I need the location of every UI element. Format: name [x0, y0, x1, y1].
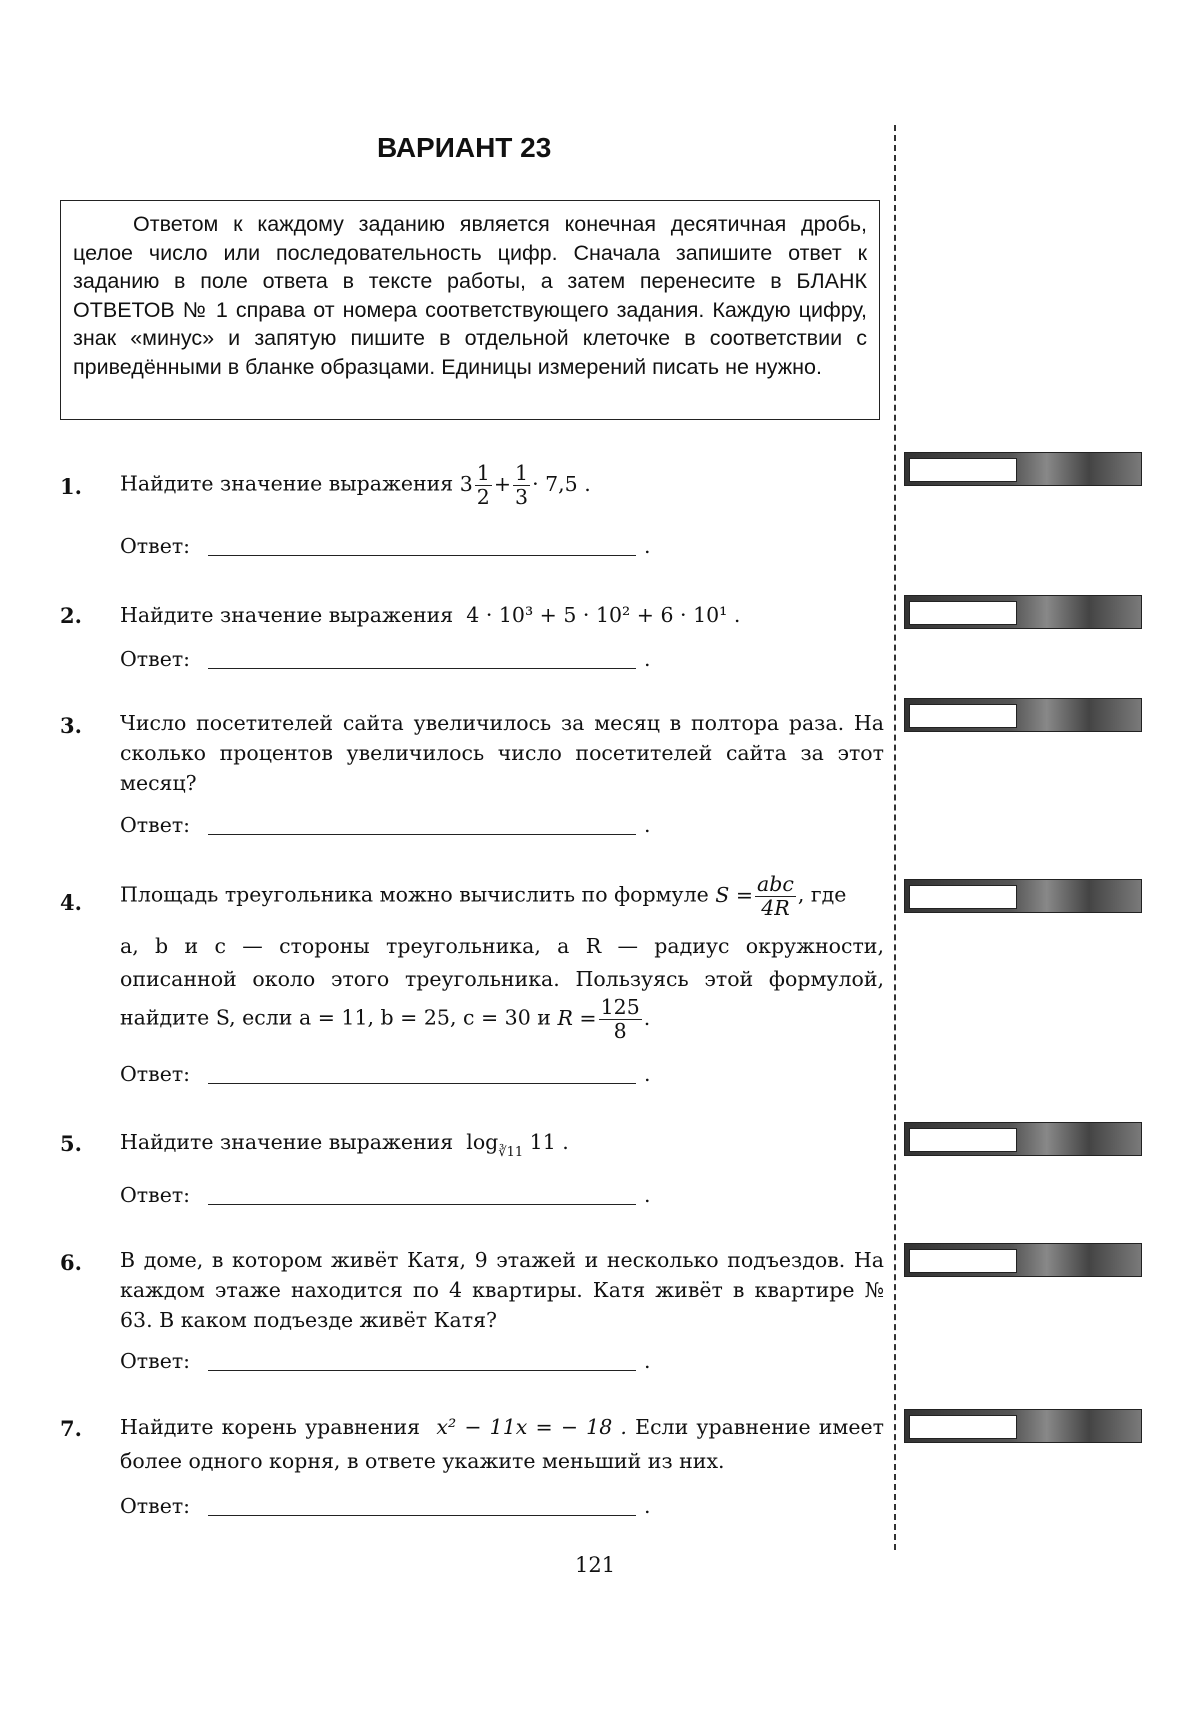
- answer-label: Ответ:: [120, 1183, 191, 1207]
- page-title: ВАРИАНТ 23: [377, 132, 552, 163]
- question-number: 4.: [60, 890, 82, 915]
- cut-line: [894, 125, 896, 1550]
- answer-label: Ответ:: [120, 534, 191, 558]
- question-number: 1.: [60, 474, 82, 499]
- answer-label: Ответ:: [120, 647, 191, 671]
- answer-box-5: [904, 1122, 1142, 1156]
- answer-field-6[interactable]: [208, 1348, 636, 1371]
- answer-label: Ответ:: [120, 813, 191, 837]
- question-4-text-cont: a, b и c — стороны треугольника, а R — радиус окружности, описанной около этого треугольника. Пользуясь этой формулой, найдите S, если a = 11, b = 25, c = 30 и R = $\frac{125}{8}$ .: [120, 934, 884, 1043]
- answer-box-1: [904, 452, 1142, 486]
- question-3-text: Число посетителей сайта увеличилось за месяц в полтора раза. На сколько процентов увеличилось число посетителей сайта за этот месяц?: [120, 711, 884, 795]
- answer-label: Ответ:: [120, 1494, 191, 1518]
- question-number: 6.: [60, 1250, 82, 1275]
- answer-field-1[interactable]: [208, 533, 636, 556]
- question-number: 5.: [60, 1131, 82, 1156]
- question-number: 2.: [60, 603, 82, 628]
- answer-box-3: [904, 698, 1142, 732]
- answer-label: Ответ:: [120, 1062, 191, 1086]
- answer-field-7[interactable]: [208, 1493, 636, 1516]
- instructions-box: Ответом к каждому заданию является конечная десятичная дробь, целое число или последовательность цифр. Сначала запишите ответ к заданию в поле ответа в тексте работы, а затем перенесите в БЛАНК ОТВЕТОВ № 1 справа от номера соответствующего задания. Каждую цифру, знак «минус» и запятую пишите в отдельной клеточке в соответствии с приведёнными в бланке образцами. Единицы измерений писать не нужно.: [60, 200, 880, 420]
- question-5-text: Найдите значение выражения $\log_{∛11} 11$ .: [120, 1130, 569, 1160]
- answer-field-3[interactable]: [208, 812, 636, 835]
- answer-box-2: [904, 595, 1142, 629]
- answer-field-2[interactable]: [208, 646, 636, 669]
- question-1-text: Найдите значение выражения 3 $\frac{1}{2}$ + $\frac{1}{3}$ · 7,5 .: [120, 461, 591, 509]
- question-number: 3.: [60, 713, 82, 738]
- question-4-text: Площадь треугольника можно вычислить по формуле S = $\frac{\text{abc}}{4R}$ , где: [120, 872, 847, 920]
- answer-label: Ответ:: [120, 1349, 191, 1373]
- answer-field-4[interactable]: [208, 1061, 636, 1084]
- question-number: 7.: [60, 1416, 82, 1441]
- page-number: 121: [575, 1553, 616, 1577]
- question-6-text: В доме, в котором живёт Катя, 9 этажей и несколько подъездов. На каждом этаже находится по 4 квартиры. Катя живёт в квартире № 63. В каком подъезде живёт Катя?: [120, 1248, 884, 1332]
- answer-field-5[interactable]: [208, 1182, 636, 1205]
- answer-box-7: [904, 1409, 1142, 1443]
- question-2-text: Найдите значение выражения 4 · 10³ + 5 · 10² + 6 · 10¹ .: [120, 603, 741, 627]
- answer-box-6: [904, 1243, 1142, 1277]
- mixed-fraction: 3 $\frac{1}{2}$ + $\frac{1}{3}$ · 7,5 .: [459, 461, 591, 509]
- answer-box-4: [904, 879, 1142, 913]
- question-7-text: Найдите корень уравнения x² − 11x = − 18 . Если уравнение имеет более одного корня, в ответе укажите меньший из них.: [120, 1415, 884, 1473]
